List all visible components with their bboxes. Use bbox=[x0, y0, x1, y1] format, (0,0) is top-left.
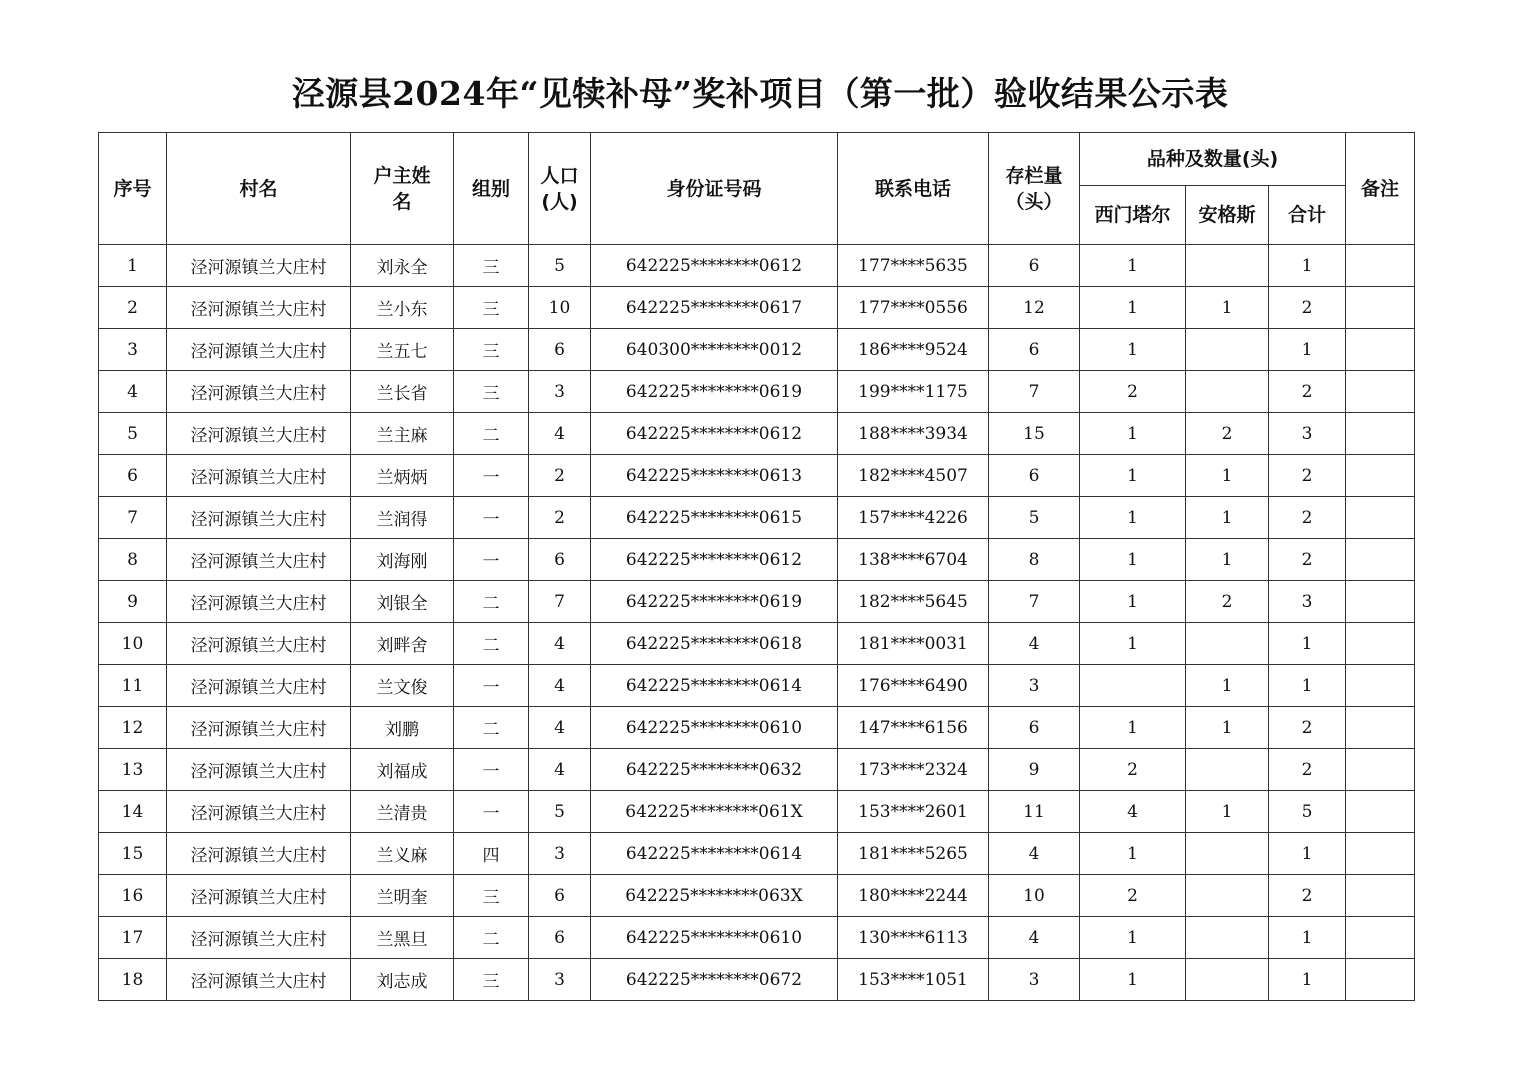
cell-name: 刘鹏 bbox=[351, 707, 454, 749]
cell-seq: 8 bbox=[99, 539, 167, 581]
cell-simmental: 1 bbox=[1080, 959, 1186, 1001]
header-seq: 序号 bbox=[99, 133, 167, 245]
cell-id: 642225********0613 bbox=[591, 455, 838, 497]
header-phone: 联系电话 bbox=[838, 133, 989, 245]
cell-name: 兰五七 bbox=[351, 329, 454, 371]
header-angus: 安格斯 bbox=[1186, 186, 1269, 245]
table-row bbox=[99, 749, 1415, 791]
cell-remark bbox=[1346, 581, 1415, 623]
cell-angus: 1 bbox=[1186, 287, 1269, 329]
cell-simmental: 2 bbox=[1080, 875, 1186, 917]
cell-group: 二 bbox=[454, 707, 529, 749]
cell-group: 三 bbox=[454, 245, 529, 287]
cell-stock: 3 bbox=[989, 959, 1080, 1001]
cell-people: 5 bbox=[529, 245, 591, 287]
cell-phone: 130****6113 bbox=[838, 917, 989, 959]
table-row bbox=[99, 623, 1415, 665]
cell-stock: 4 bbox=[989, 623, 1080, 665]
cell-phone: 153****2601 bbox=[838, 791, 989, 833]
table-row bbox=[99, 245, 1415, 287]
cell-group: 二 bbox=[454, 581, 529, 623]
cell-village: 泾河源镇兰大庄村 bbox=[167, 539, 351, 581]
cell-remark bbox=[1346, 749, 1415, 791]
header-householder-line2: 名 bbox=[392, 190, 412, 213]
cell-phone: 153****1051 bbox=[838, 959, 989, 1001]
cell-village: 泾河源镇兰大庄村 bbox=[167, 833, 351, 875]
cell-phone: 188****3934 bbox=[838, 413, 989, 455]
cell-remark bbox=[1346, 371, 1415, 413]
cell-group: 三 bbox=[454, 329, 529, 371]
cell-stock: 3 bbox=[989, 665, 1080, 707]
table-row bbox=[99, 539, 1415, 581]
cell-seq: 11 bbox=[99, 665, 167, 707]
cell-people: 6 bbox=[529, 917, 591, 959]
cell-village: 泾河源镇兰大庄村 bbox=[167, 497, 351, 539]
header-village: 村名 bbox=[167, 133, 351, 245]
cell-angus bbox=[1186, 245, 1269, 287]
cell-total: 1 bbox=[1269, 917, 1346, 959]
cell-remark bbox=[1346, 539, 1415, 581]
cell-total: 1 bbox=[1269, 623, 1346, 665]
cell-seq: 2 bbox=[99, 287, 167, 329]
cell-simmental: 1 bbox=[1080, 623, 1186, 665]
cell-stock: 11 bbox=[989, 791, 1080, 833]
cell-people: 7 bbox=[529, 581, 591, 623]
cell-id: 642225********0619 bbox=[591, 581, 838, 623]
cell-phone: 177****0556 bbox=[838, 287, 989, 329]
cell-seq: 5 bbox=[99, 413, 167, 455]
header-simmental: 西门塔尔 bbox=[1080, 186, 1186, 245]
cell-village: 泾河源镇兰大庄村 bbox=[167, 413, 351, 455]
cell-total: 2 bbox=[1269, 371, 1346, 413]
table-row bbox=[99, 791, 1415, 833]
table-row bbox=[99, 329, 1415, 371]
cell-name: 兰明奎 bbox=[351, 875, 454, 917]
cell-name: 刘福成 bbox=[351, 749, 454, 791]
cell-id: 642225********0614 bbox=[591, 665, 838, 707]
cell-angus bbox=[1186, 371, 1269, 413]
cell-remark bbox=[1346, 791, 1415, 833]
cell-angus bbox=[1186, 749, 1269, 791]
cell-phone: 173****2324 bbox=[838, 749, 989, 791]
cell-simmental: 1 bbox=[1080, 455, 1186, 497]
table-row bbox=[99, 917, 1415, 959]
cell-village: 泾河源镇兰大庄村 bbox=[167, 959, 351, 1001]
cell-village: 泾河源镇兰大庄村 bbox=[167, 371, 351, 413]
cell-people: 4 bbox=[529, 413, 591, 455]
cell-group: 三 bbox=[454, 875, 529, 917]
cell-group: 二 bbox=[454, 413, 529, 455]
cell-stock: 7 bbox=[989, 581, 1080, 623]
cell-phone: 181****0031 bbox=[838, 623, 989, 665]
cell-remark bbox=[1346, 917, 1415, 959]
cell-stock: 4 bbox=[989, 833, 1080, 875]
cell-seq: 7 bbox=[99, 497, 167, 539]
table-row bbox=[99, 497, 1415, 539]
cell-angus: 1 bbox=[1186, 665, 1269, 707]
table-row bbox=[99, 455, 1415, 497]
cell-seq: 14 bbox=[99, 791, 167, 833]
cell-simmental: 1 bbox=[1080, 707, 1186, 749]
cell-people: 2 bbox=[529, 455, 591, 497]
cell-simmental: 4 bbox=[1080, 791, 1186, 833]
cell-people: 6 bbox=[529, 329, 591, 371]
cell-remark bbox=[1346, 665, 1415, 707]
header-group: 组别 bbox=[454, 133, 529, 245]
cell-people: 4 bbox=[529, 623, 591, 665]
cell-total: 3 bbox=[1269, 581, 1346, 623]
cell-angus: 1 bbox=[1186, 455, 1269, 497]
cell-angus: 2 bbox=[1186, 581, 1269, 623]
cell-group: 二 bbox=[454, 623, 529, 665]
cell-remark bbox=[1346, 707, 1415, 749]
cell-stock: 6 bbox=[989, 455, 1080, 497]
cell-seq: 12 bbox=[99, 707, 167, 749]
cell-simmental: 1 bbox=[1080, 413, 1186, 455]
cell-id: 642225********061X bbox=[591, 791, 838, 833]
cell-stock: 15 bbox=[989, 413, 1080, 455]
cell-group: 三 bbox=[454, 959, 529, 1001]
cell-total: 1 bbox=[1269, 665, 1346, 707]
cell-village: 泾河源镇兰大庄村 bbox=[167, 455, 351, 497]
cell-simmental: 1 bbox=[1080, 287, 1186, 329]
cell-id: 642225********0672 bbox=[591, 959, 838, 1001]
cell-group: 一 bbox=[454, 497, 529, 539]
cell-village: 泾河源镇兰大庄村 bbox=[167, 791, 351, 833]
cell-angus bbox=[1186, 959, 1269, 1001]
header-stock bbox=[989, 133, 1080, 245]
cell-village: 泾河源镇兰大庄村 bbox=[167, 623, 351, 665]
cell-stock: 4 bbox=[989, 917, 1080, 959]
cell-group: 一 bbox=[454, 749, 529, 791]
header-population-line2: (人) bbox=[541, 190, 578, 213]
cell-total: 2 bbox=[1269, 497, 1346, 539]
header-population bbox=[529, 133, 591, 245]
cell-angus bbox=[1186, 833, 1269, 875]
cell-simmental: 2 bbox=[1080, 749, 1186, 791]
cell-total: 2 bbox=[1269, 749, 1346, 791]
cell-stock: 5 bbox=[989, 497, 1080, 539]
cell-simmental: 1 bbox=[1080, 329, 1186, 371]
cell-phone: 177****5635 bbox=[838, 245, 989, 287]
cell-angus: 1 bbox=[1186, 791, 1269, 833]
cell-name: 兰炳炳 bbox=[351, 455, 454, 497]
cell-name: 兰黑旦 bbox=[351, 917, 454, 959]
cell-name: 兰清贵 bbox=[351, 791, 454, 833]
cell-village: 泾河源镇兰大庄村 bbox=[167, 581, 351, 623]
cell-id: 642225********0610 bbox=[591, 707, 838, 749]
header-remarks: 备注 bbox=[1346, 133, 1415, 245]
cell-phone: 138****6704 bbox=[838, 539, 989, 581]
cell-village: 泾河源镇兰大庄村 bbox=[167, 707, 351, 749]
header-householder bbox=[351, 133, 454, 245]
cell-id: 642225********0615 bbox=[591, 497, 838, 539]
cell-remark bbox=[1346, 245, 1415, 287]
cell-id: 642225********0612 bbox=[591, 413, 838, 455]
cell-seq: 16 bbox=[99, 875, 167, 917]
cell-village: 泾河源镇兰大庄村 bbox=[167, 329, 351, 371]
cell-group: 三 bbox=[454, 287, 529, 329]
cell-total: 2 bbox=[1269, 707, 1346, 749]
cell-people: 4 bbox=[529, 707, 591, 749]
header-stock-line1: 存栏量 bbox=[1005, 164, 1063, 187]
cell-phone: 182****5645 bbox=[838, 581, 989, 623]
header-id-number: 身份证号码 bbox=[591, 133, 838, 245]
cell-angus: 2 bbox=[1186, 413, 1269, 455]
cell-total: 2 bbox=[1269, 455, 1346, 497]
cell-village: 泾河源镇兰大庄村 bbox=[167, 875, 351, 917]
cell-total: 3 bbox=[1269, 413, 1346, 455]
cell-village: 泾河源镇兰大庄村 bbox=[167, 245, 351, 287]
cell-name: 刘银全 bbox=[351, 581, 454, 623]
cell-remark bbox=[1346, 833, 1415, 875]
cell-phone: 199****1175 bbox=[838, 371, 989, 413]
cell-stock: 9 bbox=[989, 749, 1080, 791]
cell-remark bbox=[1346, 413, 1415, 455]
cell-simmental: 1 bbox=[1080, 917, 1186, 959]
table-row bbox=[99, 959, 1415, 1001]
cell-total: 1 bbox=[1269, 329, 1346, 371]
cell-phone: 182****4507 bbox=[838, 455, 989, 497]
cell-stock: 6 bbox=[989, 245, 1080, 287]
table-row bbox=[99, 875, 1415, 917]
cell-phone: 180****2244 bbox=[838, 875, 989, 917]
cell-name: 兰润得 bbox=[351, 497, 454, 539]
cell-angus: 1 bbox=[1186, 707, 1269, 749]
cell-phone: 176****6490 bbox=[838, 665, 989, 707]
header-row bbox=[99, 133, 1415, 186]
cell-simmental bbox=[1080, 665, 1186, 707]
cell-seq: 4 bbox=[99, 371, 167, 413]
cell-id: 642225********0617 bbox=[591, 287, 838, 329]
cell-village: 泾河源镇兰大庄村 bbox=[167, 749, 351, 791]
header-total: 合计 bbox=[1269, 186, 1346, 245]
cell-remark bbox=[1346, 287, 1415, 329]
cell-simmental: 1 bbox=[1080, 581, 1186, 623]
cell-angus: 1 bbox=[1186, 539, 1269, 581]
cell-total: 2 bbox=[1269, 875, 1346, 917]
cell-simmental: 1 bbox=[1080, 833, 1186, 875]
cell-name: 兰文俊 bbox=[351, 665, 454, 707]
cell-id: 642225********0632 bbox=[591, 749, 838, 791]
cell-name: 兰主麻 bbox=[351, 413, 454, 455]
cell-simmental: 1 bbox=[1080, 539, 1186, 581]
cell-people: 3 bbox=[529, 371, 591, 413]
cell-people: 10 bbox=[529, 287, 591, 329]
cell-total: 1 bbox=[1269, 245, 1346, 287]
cell-stock: 6 bbox=[989, 329, 1080, 371]
cell-angus bbox=[1186, 623, 1269, 665]
header-householder-line1: 户主姓 bbox=[373, 164, 431, 187]
cell-remark bbox=[1346, 497, 1415, 539]
cell-village: 泾河源镇兰大庄村 bbox=[167, 917, 351, 959]
table-body bbox=[99, 245, 1415, 1001]
cell-stock: 12 bbox=[989, 287, 1080, 329]
cell-group: 一 bbox=[454, 539, 529, 581]
table-row bbox=[99, 581, 1415, 623]
table-row bbox=[99, 287, 1415, 329]
cell-phone: 181****5265 bbox=[838, 833, 989, 875]
cell-remark bbox=[1346, 623, 1415, 665]
cell-group: 二 bbox=[454, 917, 529, 959]
cell-name: 兰长省 bbox=[351, 371, 454, 413]
cell-total: 2 bbox=[1269, 539, 1346, 581]
cell-remark bbox=[1346, 875, 1415, 917]
cell-seq: 6 bbox=[99, 455, 167, 497]
cell-group: 三 bbox=[454, 371, 529, 413]
cell-id: 640300********0012 bbox=[591, 329, 838, 371]
cell-seq: 3 bbox=[99, 329, 167, 371]
cell-id: 642225********0618 bbox=[591, 623, 838, 665]
cell-id: 642225********063X bbox=[591, 875, 838, 917]
cell-people: 6 bbox=[529, 539, 591, 581]
cell-total: 2 bbox=[1269, 287, 1346, 329]
cell-group: 一 bbox=[454, 665, 529, 707]
cell-phone: 157****4226 bbox=[838, 497, 989, 539]
cell-people: 4 bbox=[529, 749, 591, 791]
cell-phone: 186****9524 bbox=[838, 329, 989, 371]
cell-name: 刘永全 bbox=[351, 245, 454, 287]
cell-name: 刘海刚 bbox=[351, 539, 454, 581]
table-row bbox=[99, 665, 1415, 707]
cell-total: 1 bbox=[1269, 833, 1346, 875]
cell-people: 4 bbox=[529, 665, 591, 707]
cell-simmental: 1 bbox=[1080, 497, 1186, 539]
header-stock-line2: （头） bbox=[1005, 190, 1063, 213]
cell-name: 刘志成 bbox=[351, 959, 454, 1001]
cell-id: 642225********0610 bbox=[591, 917, 838, 959]
cell-simmental: 2 bbox=[1080, 371, 1186, 413]
cell-seq: 13 bbox=[99, 749, 167, 791]
cell-group: 一 bbox=[454, 455, 529, 497]
cell-name: 兰义麻 bbox=[351, 833, 454, 875]
cell-group: 四 bbox=[454, 833, 529, 875]
cell-stock: 7 bbox=[989, 371, 1080, 413]
cell-id: 642225********0612 bbox=[591, 539, 838, 581]
cell-id: 642225********0619 bbox=[591, 371, 838, 413]
cell-id: 642225********0612 bbox=[591, 245, 838, 287]
cell-remark bbox=[1346, 329, 1415, 371]
table-row bbox=[99, 833, 1415, 875]
cell-remark bbox=[1346, 455, 1415, 497]
table-row bbox=[99, 371, 1415, 413]
cell-angus bbox=[1186, 329, 1269, 371]
cell-angus bbox=[1186, 875, 1269, 917]
cell-seq: 1 bbox=[99, 245, 167, 287]
table-row bbox=[99, 413, 1415, 455]
cell-people: 5 bbox=[529, 791, 591, 833]
cell-seq: 15 bbox=[99, 833, 167, 875]
cell-total: 5 bbox=[1269, 791, 1346, 833]
cell-id: 642225********0614 bbox=[591, 833, 838, 875]
header-breed-group: 品种及数量(头) bbox=[1080, 133, 1346, 186]
cell-stock: 8 bbox=[989, 539, 1080, 581]
acceptance-results-table bbox=[98, 132, 1415, 1001]
cell-simmental: 1 bbox=[1080, 245, 1186, 287]
cell-people: 6 bbox=[529, 875, 591, 917]
cell-people: 2 bbox=[529, 497, 591, 539]
cell-village: 泾河源镇兰大庄村 bbox=[167, 287, 351, 329]
cell-stock: 6 bbox=[989, 707, 1080, 749]
cell-name: 刘畔舍 bbox=[351, 623, 454, 665]
cell-seq: 18 bbox=[99, 959, 167, 1001]
cell-phone: 147****6156 bbox=[838, 707, 989, 749]
cell-group: 一 bbox=[454, 791, 529, 833]
cell-angus: 1 bbox=[1186, 497, 1269, 539]
cell-village: 泾河源镇兰大庄村 bbox=[167, 665, 351, 707]
page-title: 泾源县2024年“见犊补母”奖补项目（第一批）验收结果公示表 bbox=[291, 74, 1229, 113]
cell-seq: 10 bbox=[99, 623, 167, 665]
cell-angus bbox=[1186, 917, 1269, 959]
cell-seq: 9 bbox=[99, 581, 167, 623]
cell-seq: 17 bbox=[99, 917, 167, 959]
cell-stock: 10 bbox=[989, 875, 1080, 917]
cell-people: 3 bbox=[529, 959, 591, 1001]
cell-people: 3 bbox=[529, 833, 591, 875]
cell-total: 1 bbox=[1269, 959, 1346, 1001]
cell-name: 兰小东 bbox=[351, 287, 454, 329]
cell-remark bbox=[1346, 959, 1415, 1001]
table-row bbox=[99, 707, 1415, 749]
header-population-line1: 人口 bbox=[540, 164, 579, 187]
